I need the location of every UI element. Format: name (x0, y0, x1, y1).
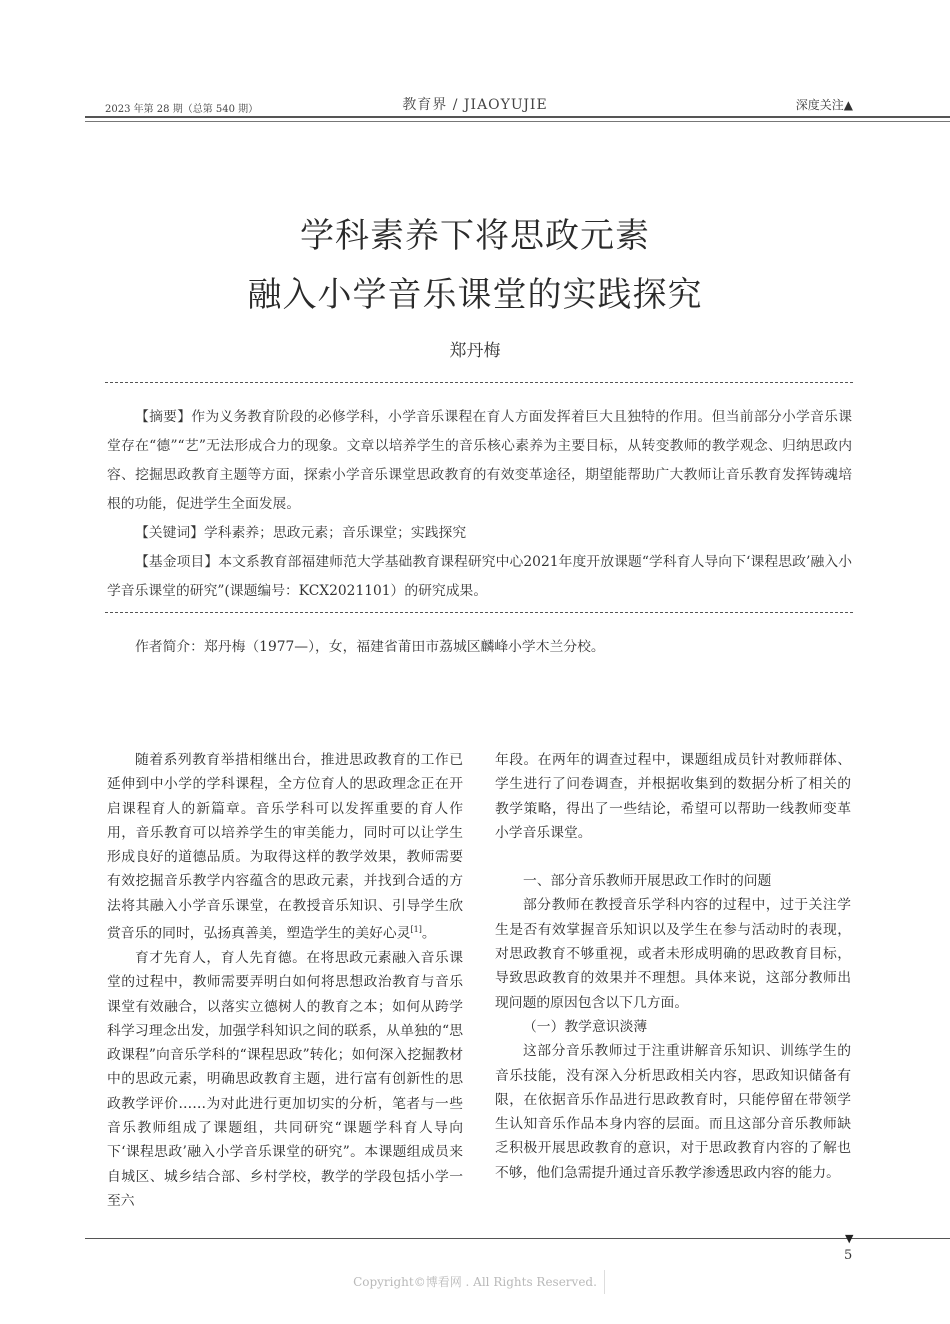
body-paragraph-4: 部分教师在教授音乐学科内容的过程中，过于关注学生是否有效掌握音乐知识以及学生在参与活动时的表现，对思政教育不够重视，或者未形成明确的思政教育目标，导致思政教育的效果并不理想。具体来说，这部分教师出现问题的原因包含以下几方面。 (495, 897, 851, 1011)
copyright-divider (604, 1270, 605, 1294)
abstract-text: 【摘要】作为义务教育阶段的必修学科，小学音乐课程在育人方面发挥着巨大且独特的作用。但当前部分小学音乐课堂存在“德”“艺”无法形成合力的现象。文章以培养学生的音乐核心素养为主要目标，从转变教师的教学观念、归纳思政内容、挖掘思政教育主题等方面，探索小学音乐课堂思政教育的有效变革途径，期望能帮助广大教师让音乐教育发挥铸魂培根的功能，促进学生全面发展。 (107, 409, 852, 512)
body-paragraph-5: 这部分音乐教师过于注重讲解音乐知识、训练学生的音乐技能，没有深入分析思政相关内容，思政知识储备有限，在依据音乐作品进行思政教育时，只能停留在带领学生认知音乐作品本身内容的层面。而且这部分音乐教师缺乏积极开展思政教育的意识，对于思政教育内容的了解也不够，他们急需提升通过音乐教学渗透思政内容的能力。 (495, 1043, 851, 1181)
dashed-divider-bottom (105, 612, 853, 613)
section-heading-1: 一、部分音乐教师开展思政工作时的问题 (523, 873, 772, 890)
footer-rule (85, 1238, 950, 1239)
fund-text: 【基金项目】本文系教育部福建师范大学基础教育课程研究中心2021年度开放课题“学科育人导向下‘课程思政’融入小学音乐课堂的研究”(课题编号：KCX2021101）的研究成果。 (107, 554, 852, 599)
body-column-right (495, 748, 851, 1185)
citation-ref-1: [1] (410, 925, 422, 935)
dashed-divider-top (105, 382, 853, 383)
author-name: 郑丹梅 (449, 341, 501, 361)
copyright-notice: Copyright©博看网 . All Rights Reserved. (353, 1275, 597, 1289)
header-rule (85, 116, 950, 118)
page-number: 5 (844, 1248, 853, 1263)
keywords-text: 【关键词】学科素养；思政元素；音乐课堂；实践探究 (135, 525, 467, 541)
author-bio: 作者简介：郑丹梅（1977—），女，福建省莆田市荔城区麟峰小学木兰分校。 (135, 639, 605, 655)
body-paragraph-3: 年段。在两年的调查过程中，课题组成员针对教师群体、学生进行了问卷调查，并根据收集到的数据分析了相关的教学策略，得出了一些结论，希望可以帮助一线教师变革小学音乐课堂。 (495, 752, 851, 841)
body-paragraph-2: 育才先育人，育人先育德。在将思政元素融入音乐课堂的过程中，教师需要弄明白如何将思想政治教育与音乐课堂有效融合，以落实立德树人的教育之本；如何从跨学科学习理念出发，加强学科知识之间的联系，从单独的“思政课程”向音乐学科的“课程思政”转化；如何深入挖掘教材中的思政元素，明确思政教育主题，进行富有创新性的思政教学评价……为对此进行更加切实的分析，笔者与一些音乐教师组成了课题组，共同研究“课题学科育人导向下‘课程思政’融入小学音乐课堂的研究”。本课题组成员来自城区、城乡结合部、乡村学校，教学的学段包括小学一至六 (107, 949, 463, 1209)
header-rule-thin (85, 121, 950, 122)
section-label: 深度关注▲ (795, 98, 853, 112)
article-title-line2: 融入小学音乐课堂的实践探究 (247, 275, 703, 315)
body-paragraph-1-text: 随着系列教育举措相继出台，推进思政教育的工作已延伸到中小学的学科课程，全方位育人的思政理念正在开启课程育人的新篇章。音乐学科可以发挥重要的育人作用，音乐教育可以培养学生的审美能力，同时可以让学生形成良好的道德品质。为取得这样的教学效果，教师需要有效挖掘音乐教学内容蕴含的思政元素，并找到合适的方法将其融入小学音乐课堂，在教授音乐知识、引导学生欣赏音乐的同时，弘扬真善美，塑造学生的美好心灵 (107, 752, 463, 942)
subsection-heading-1: （一）教学意识淡薄 (523, 1018, 648, 1035)
body-column-left (107, 748, 463, 1213)
section-spacer (495, 845, 851, 869)
article-title-line1: 学科素养下将思政元素 (300, 216, 650, 256)
body-paragraph-1 (107, 748, 463, 946)
journal-name: 教育界 / JIAOYUJIE (402, 97, 548, 113)
issue-info: 2023 年第 28 期（总第 540 期） (105, 104, 259, 115)
abstract-block (107, 403, 852, 606)
body-paragraph-1-end: 。 (421, 925, 436, 942)
down-triangle-icon: ▼ (845, 1232, 854, 1245)
